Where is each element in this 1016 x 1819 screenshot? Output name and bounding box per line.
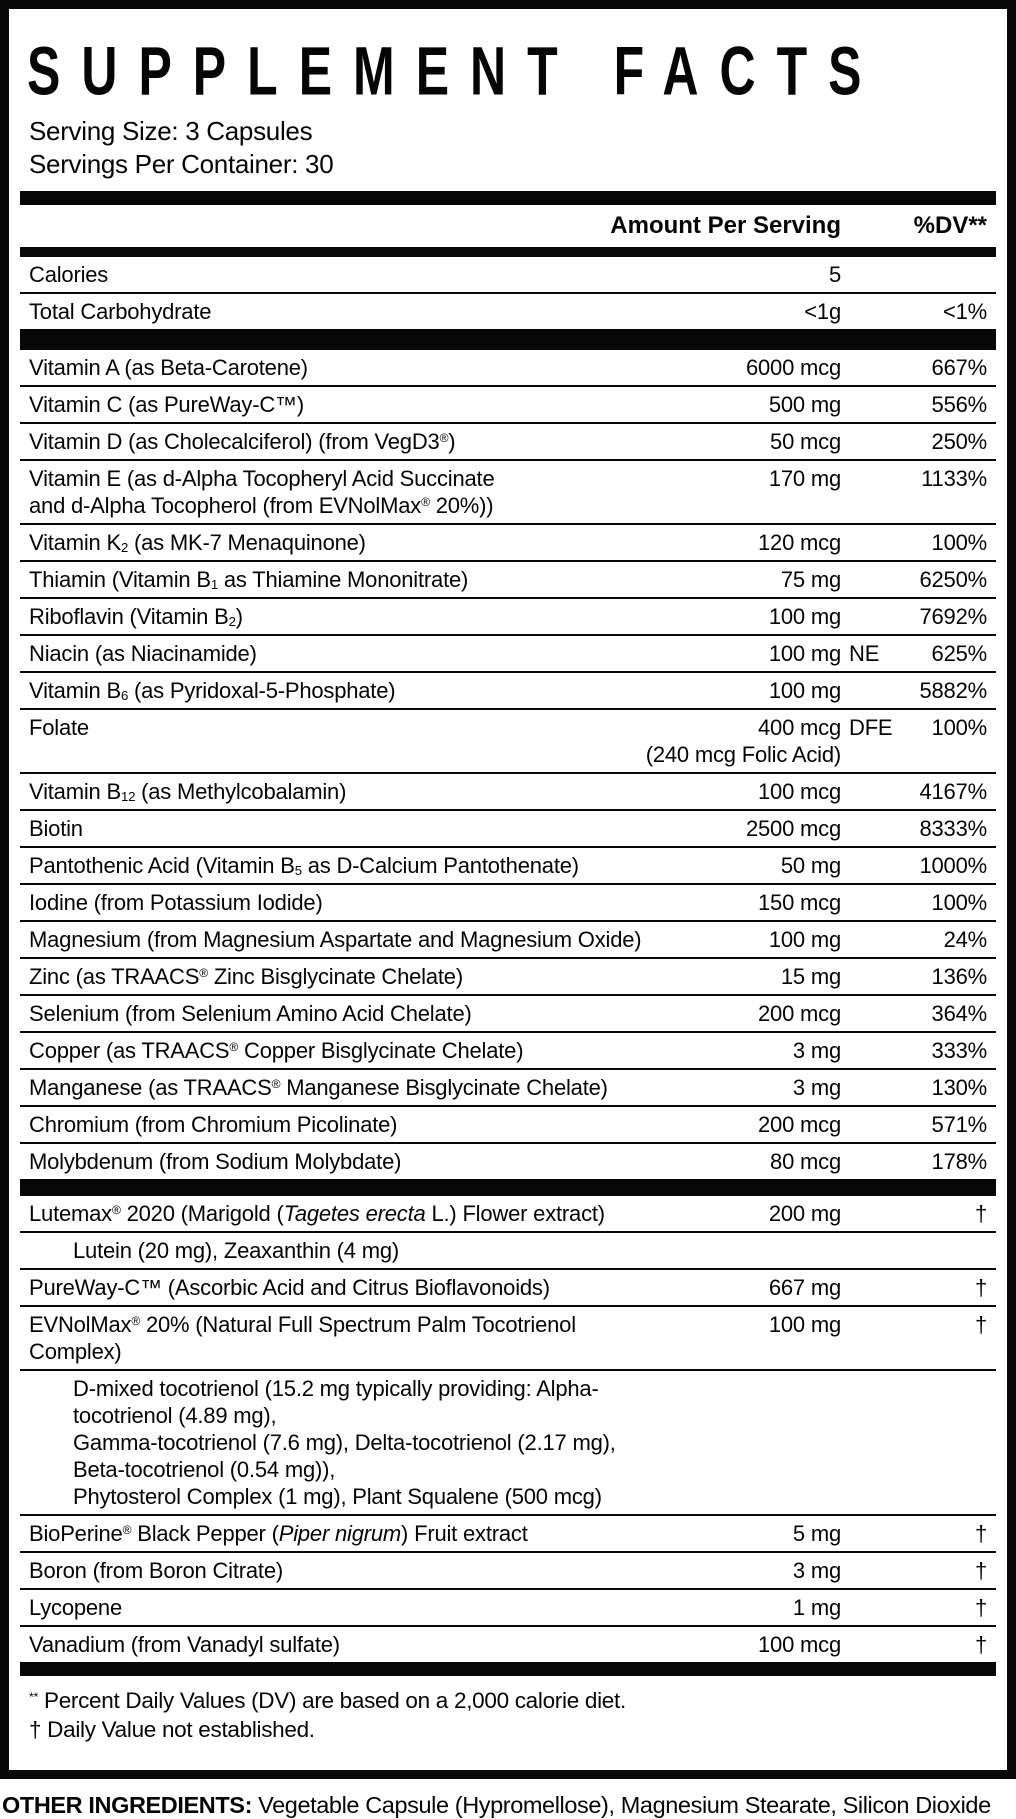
daily-value-cell: †: [974, 1558, 987, 1583]
amount-cell: 50 mg: [780, 853, 841, 878]
amount-cell: 100 mcg: [758, 779, 841, 804]
other-ingredients-text: Vegetable Capsule (Hypromellose), Magnesium Stearate, Silicon Dioxide: [252, 1792, 991, 1818]
nutrient-name: Total Carbohydrate: [29, 299, 212, 324]
amount-cell: 5: [828, 262, 841, 287]
daily-value-cell: <1%: [942, 299, 987, 324]
table-row: [20, 459, 996, 523]
daily-value-cell: 571%: [931, 1112, 987, 1137]
amount-cell: 100 mg: [768, 604, 841, 629]
table-row: [20, 846, 996, 883]
daily-value-cell: 178%: [931, 1149, 987, 1174]
table-row: [20, 560, 996, 597]
nutrient-name: BioPerine® Black Pepper (Piper nigrum) Fruit extract: [29, 1521, 528, 1546]
nutrient-name: Vitamin A (as Beta-Carotene): [29, 355, 308, 380]
sub-row: [20, 1231, 996, 1268]
daily-value-cell: 100%: [931, 715, 987, 740]
nutrient-name: Thiamin (Vitamin $B_1$ as Thiamine Mononitrate): [29, 567, 469, 592]
table-row: [20, 422, 996, 459]
amount-cell: 100 mg NE: [768, 641, 880, 666]
amount-cell: 200 mcg: [758, 1112, 841, 1137]
daily-value-cell: 364%: [931, 1001, 987, 1026]
amount-cell: 170 mg: [768, 466, 841, 491]
daily-value-cell: 1133%: [921, 466, 987, 491]
amount-cell: 3 mg: [792, 1075, 841, 1100]
nutrient-name: Manganese (as TRAACS® Manganese Bisglycinate Chelate): [29, 1075, 608, 1100]
table-row: [20, 772, 996, 809]
other-ingredients: [2, 1792, 1014, 1819]
nutrient-name: Lutemax® 2020 (Marigold (Tagetes erecta L.) Flower extract): [29, 1201, 605, 1226]
daily-value-cell: 4167%: [919, 779, 987, 804]
nutrient-name: D-mixed tocotrienol (15.2 mg typically providing: Alpha-tocotrienol (4.89 mg), Gamma-tocotrienol (7.6 mg), Delta-tocotrienol (2.17 mg), Beta-tocotrienol (0.54 mg)), Phytosterol Complex (1 mg), Plant Squalene (500 mcg): [73, 1376, 616, 1509]
nutrient-name: Magnesium (from Magnesium Aspartate and Magnesium Oxide): [29, 927, 642, 952]
amount-cell: 150 mcg: [758, 890, 841, 915]
table-row: [20, 385, 996, 422]
table-row: [20, 634, 996, 671]
vitamin-mineral-rows: [20, 350, 996, 1179]
table-row: [20, 1625, 996, 1662]
nutrient-name: Calories: [29, 262, 109, 287]
amount-cell: 200 mcg: [758, 1001, 841, 1026]
daily-value-cell: 24%: [943, 927, 987, 952]
other-ingredients-label: OTHER INGREDIENTS:: [2, 1792, 253, 1818]
table-row: [20, 1142, 996, 1179]
amount-cell: 100 mg: [768, 927, 841, 952]
daily-value-cell: 136%: [931, 964, 987, 989]
separator-bar: [20, 1179, 996, 1196]
table-row: [20, 1196, 996, 1231]
amount-cell: 100 mcg: [758, 1632, 841, 1657]
daily-value-cell: 250%: [931, 429, 987, 454]
nutrient-name: Biotin: [29, 816, 83, 841]
sub-row: [20, 1369, 996, 1514]
dv-header: %DV**: [913, 212, 987, 239]
table-row: [20, 1031, 996, 1068]
nutrient-name: Lycopene: [29, 1595, 122, 1620]
separator-bar: [20, 247, 996, 257]
amount-cell: 100 mg: [768, 678, 841, 703]
table-row: [20, 1068, 996, 1105]
table-row: [20, 523, 996, 560]
daily-value-cell: 625%: [931, 641, 987, 666]
daily-value-cell: 667%: [931, 355, 987, 380]
nutrient-name: Selenium (from Selenium Amino Acid Chelate): [29, 1001, 472, 1026]
nutrient-name: Chromium (from Chromium Picolinate): [29, 1112, 398, 1137]
daily-value-cell: †: [974, 1521, 987, 1546]
amount-cell: 120 mcg: [758, 530, 841, 555]
daily-value-cell: †: [974, 1632, 987, 1657]
amount-cell: 3 mg: [792, 1038, 841, 1063]
amount-per-serving-header: Amount Per Serving: [610, 212, 841, 239]
daily-value-cell: 8333%: [919, 816, 987, 841]
amount-cell: 50 mcg: [770, 429, 841, 454]
table-row: [20, 671, 996, 708]
nutrient-name: Lutein (20 mg), Zeaxanthin (4 mg): [73, 1238, 399, 1263]
table-row: [20, 1268, 996, 1305]
nutrient-name: Zinc (as TRAACS® Zinc Bisglycinate Chelate): [29, 964, 463, 989]
amount-cell: <1g: [804, 299, 841, 324]
daily-value-cell: †: [974, 1595, 987, 1620]
nutrient-name: Iodine (from Potassium Iodide): [29, 890, 323, 915]
table-row: [20, 708, 996, 772]
nutrient-name: Folate: [29, 715, 89, 740]
daily-value-cell: 1000%: [919, 853, 987, 878]
daily-value-cell: †: [974, 1275, 987, 1300]
table-row: [20, 350, 996, 385]
amount-cell: 667 mg: [768, 1275, 841, 1300]
table-row: [20, 1305, 996, 1369]
separator-bar: [20, 329, 996, 350]
table-row: [20, 1105, 996, 1142]
amount-cell: 80 mcg: [770, 1149, 841, 1174]
nutrient-name: Molybdenum (from Sodium Molybdate): [29, 1149, 402, 1174]
amount-cell: 400 mcg DFE (240 mcg Folic Acid): [645, 715, 893, 767]
table-row: [20, 1514, 996, 1551]
amount-cell: 75 mg: [780, 567, 841, 592]
nutrient-name: Pantothenic Acid (Vitamin $B_5$ as D-Calcium Pantothenate): [29, 853, 579, 878]
nutrient-name: Vanadium (from Vanadyl sulfate): [29, 1632, 340, 1657]
footnote-line: † Daily Value not established.: [29, 1717, 315, 1742]
daily-value-cell: 100%: [931, 890, 987, 915]
separator-bar: [20, 1662, 996, 1676]
amount-cell: 100 mg: [768, 1312, 841, 1337]
daily-value-cell: †: [974, 1201, 987, 1226]
nutrient-name: Vitamin $B_6$ (as Pyridoxal-5-Phosphate): [29, 678, 396, 703]
panel-title: SUPPLEMENT FACTS: [27, 32, 883, 110]
serving-size: Serving Size: 3 Capsules: [29, 116, 313, 146]
amount-cell: 2500 mcg: [745, 816, 841, 841]
amount-cell: 15 mg: [780, 964, 841, 989]
nutrient-name: Boron (from Boron Citrate): [29, 1558, 283, 1583]
table-row: [20, 257, 996, 292]
footnote-line: ** Percent Daily Values (DV) are based on a 2,000 calorie diet.: [29, 1688, 626, 1713]
amount-cell: 3 mg: [792, 1558, 841, 1583]
table-row: [20, 994, 996, 1031]
nutrient-name: Vitamin D (as Cholecalciferol) (from VegD3®): [29, 429, 456, 454]
nutrient-name: Niacin (as Niacinamide): [29, 641, 257, 666]
amount-cell: 500 mg: [768, 392, 841, 417]
column-headers: [20, 205, 996, 247]
amount-cell: 5 mg: [792, 1521, 841, 1546]
nutrient-name: Vitamin E (as d-Alpha Tocopheryl Acid Succinate and d-Alpha Tocopherol (from EVNolMax® 20%)): [29, 466, 495, 518]
table-row: [20, 1551, 996, 1588]
servings-per-container: Servings Per Container: 30: [29, 149, 334, 179]
daily-value-cell: 7692%: [919, 604, 987, 629]
nutrient-name: Copper (as TRAACS® Copper Bisglycinate Chelate): [29, 1038, 524, 1063]
amount-cell: 1 mg: [792, 1595, 841, 1620]
amount-cell: 6000 mcg: [745, 355, 841, 380]
macro-rows: [20, 257, 996, 329]
daily-value-cell: 5882%: [919, 678, 987, 703]
nutrient-name: Riboflavin (Vitamin $B_2$): [29, 604, 243, 629]
amount-cell: 200 mg: [768, 1201, 841, 1226]
nutrient-name: EVNolMax® 20% (Natural Full Spectrum Palm Tocotrienol Complex): [29, 1312, 576, 1364]
daily-value-cell: 130%: [931, 1075, 987, 1100]
table-row: [20, 809, 996, 846]
table-row: [20, 883, 996, 920]
daily-value-cell: 556%: [931, 392, 987, 417]
separator-bar: [20, 191, 996, 205]
daily-value-cell: 100%: [931, 530, 987, 555]
nutrient-name: PureWay-C™ (Ascorbic Acid and Citrus Bioflavonoids): [29, 1275, 550, 1300]
daily-value-cell: 6250%: [919, 567, 987, 592]
table-row: [20, 957, 996, 994]
botanical-rows: [20, 1196, 996, 1662]
nutrient-name: Vitamin C (as PureWay-C™): [29, 392, 304, 417]
footnotes: [20, 1676, 996, 1756]
table-row: [20, 1588, 996, 1625]
nutrient-name: Vitamin $K_2$ (as MK-7 Menaquinone): [29, 530, 366, 555]
table-row: [20, 597, 996, 634]
nutrient-name: Vitamin $B_{12}$ (as Methylcobalamin): [29, 779, 347, 804]
daily-value-cell: †: [974, 1312, 987, 1337]
table-row: [20, 920, 996, 957]
daily-value-cell: 333%: [931, 1038, 987, 1063]
table-row: [20, 292, 996, 329]
